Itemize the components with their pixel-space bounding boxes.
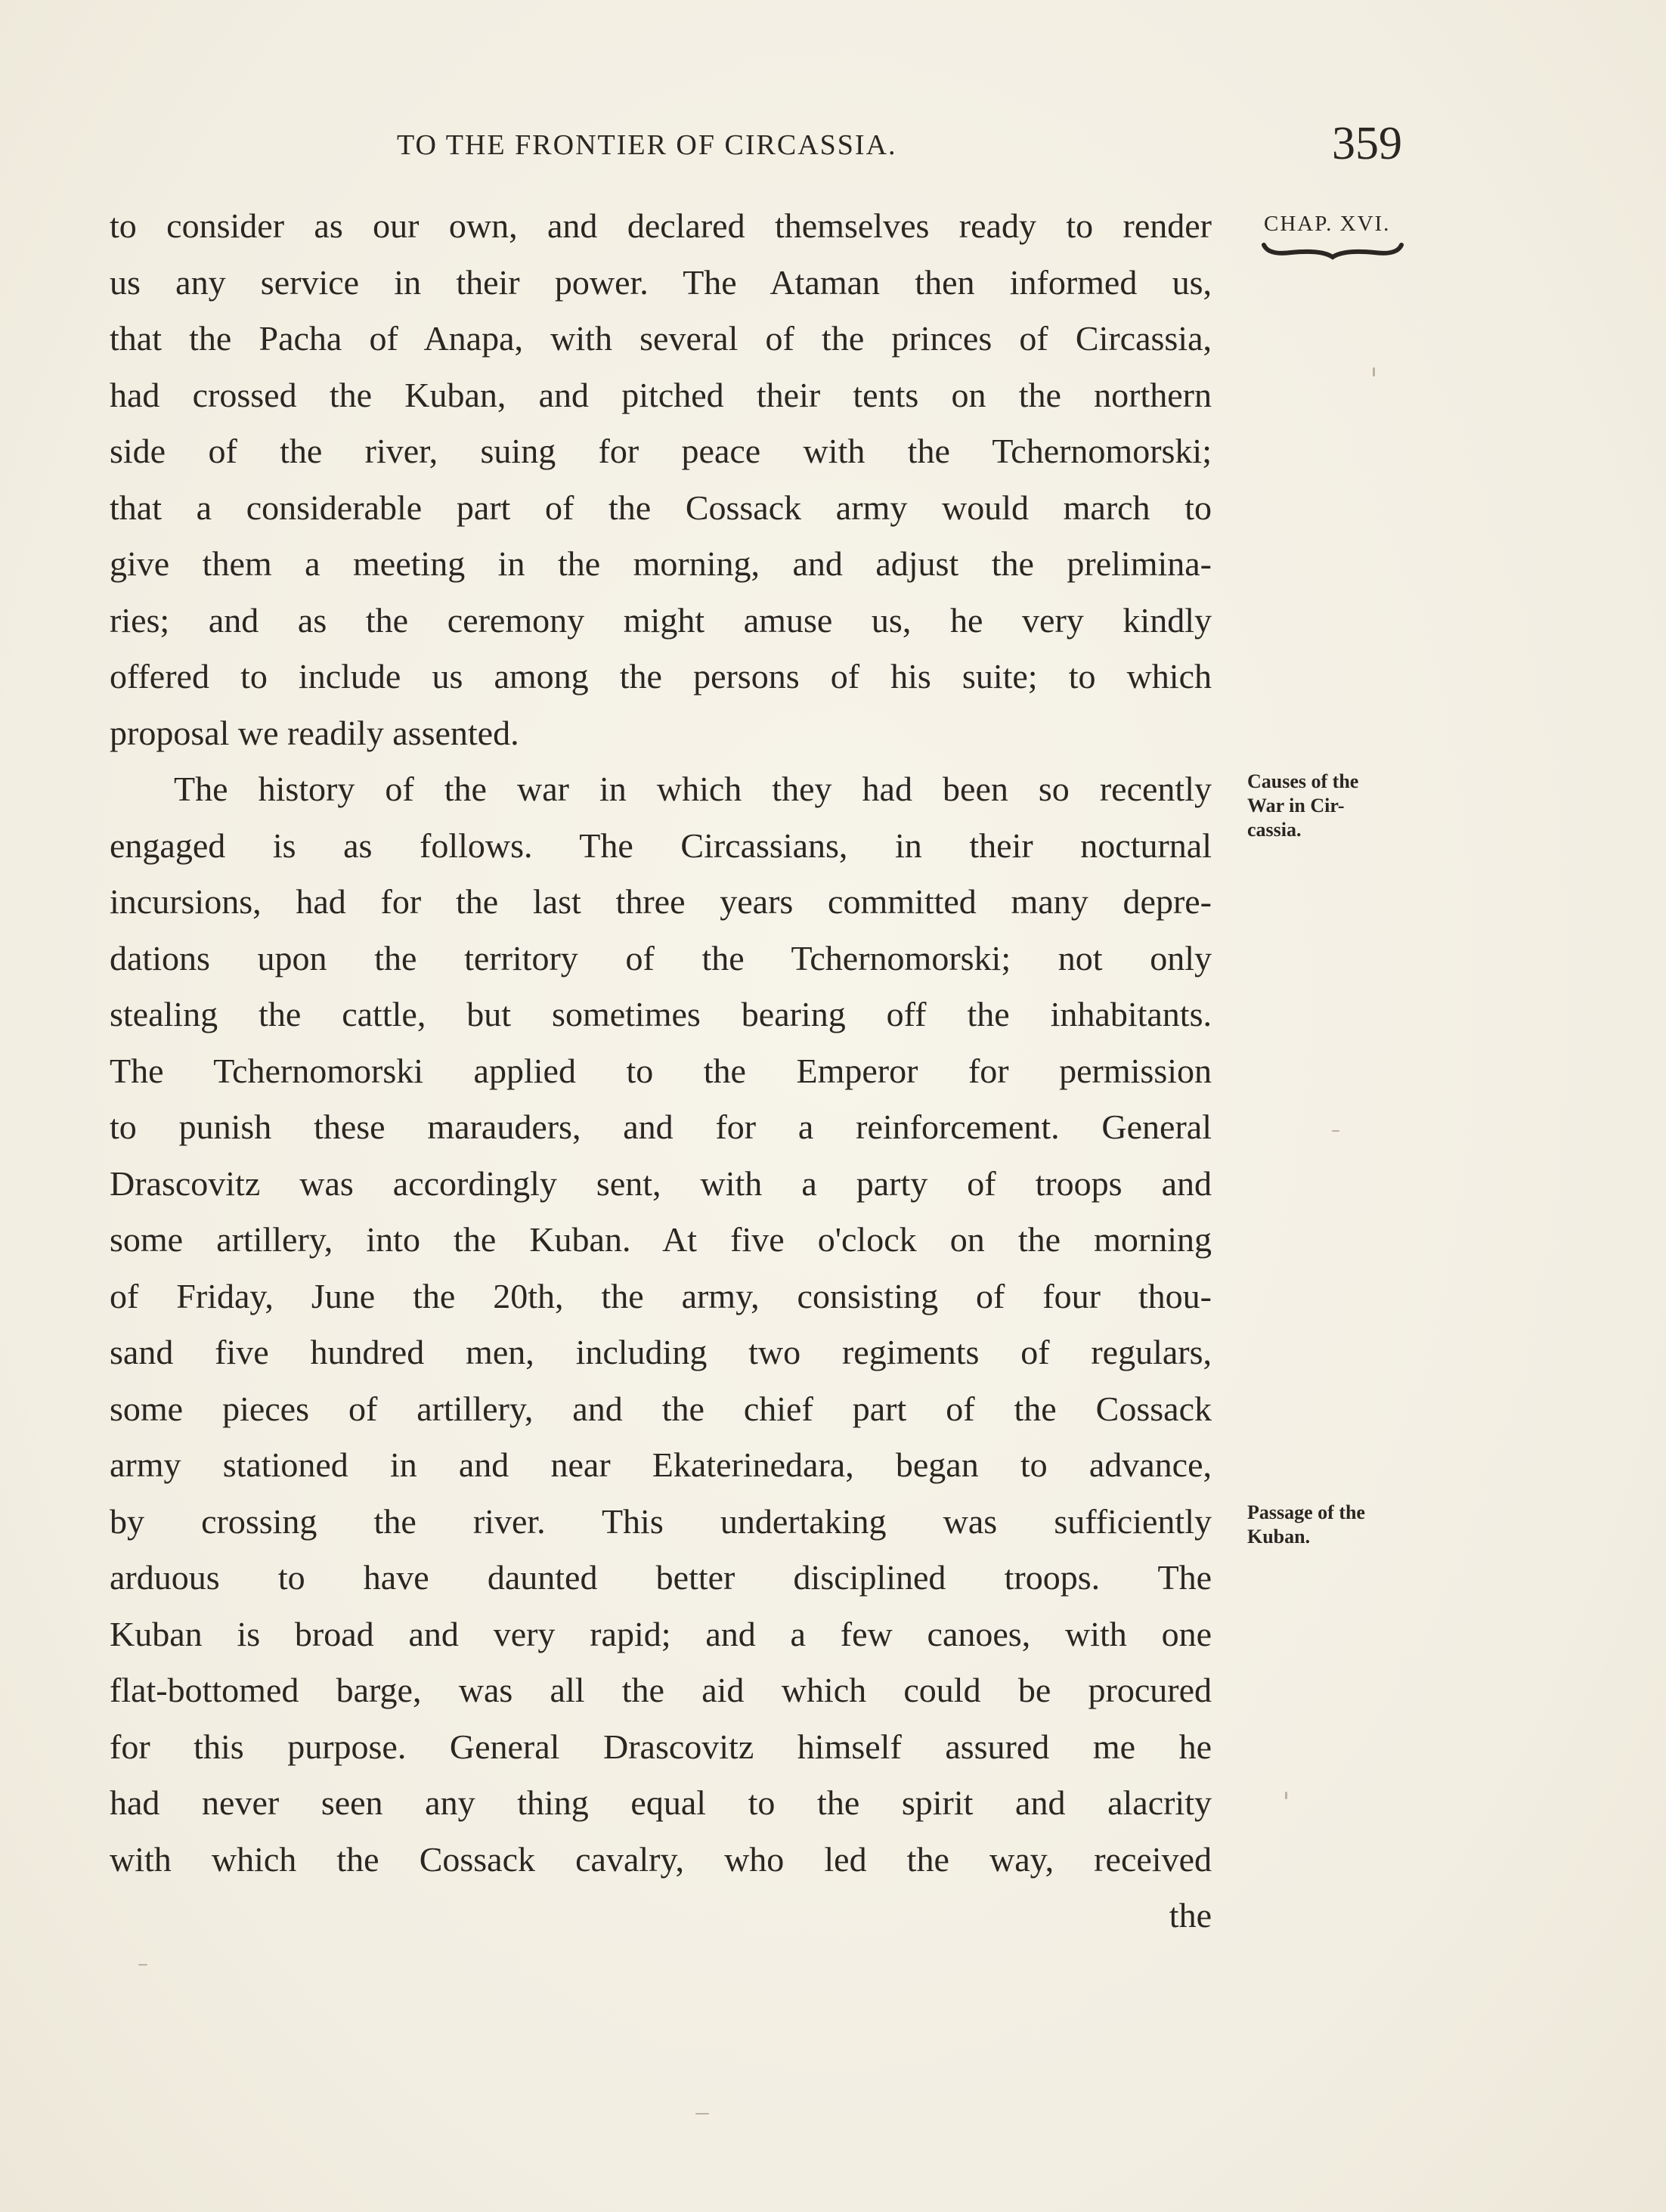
chapter-label: CHAP. XVI. <box>1264 212 1391 236</box>
text-line: The Tchernomorski applied to the Emperor for permission <box>110 1051 1212 1090</box>
text-line: that the Pacha of Anapa, with several of the princes of Circassia, <box>110 319 1212 358</box>
paper-speck <box>138 1964 147 1966</box>
text-line: ries; and as the ceremony might amuse us, he very kindly <box>110 600 1212 640</box>
text-line: Kuban is broad and very rapid; and a few canoes, with one <box>110 1614 1212 1653</box>
text-line: had never seen any thing equal to the spirit and alacrity <box>110 1783 1212 1822</box>
text-line: some pieces of artillery, and the chief part of the Cossack <box>110 1389 1212 1428</box>
text-line: offered to include us among the persons of his suite; to which <box>110 657 1212 696</box>
text-line: proposal we readily assented. <box>110 713 519 752</box>
marginal-note-causes <box>1247 770 1358 842</box>
paper-speck <box>695 2113 709 2114</box>
text-line: army stationed in and near Ekaterinedara, began to advance, <box>110 1445 1212 1484</box>
text-line: The history of the war in which they had been so recently <box>174 770 1212 808</box>
text-line: had crossed the Kuban, and pitched their tents on the northern <box>110 375 1212 414</box>
text-line: dations upon the territory of the Tchernomorski; not only <box>110 938 1212 977</box>
text-line: to consider as our own, and declared themselves ready to render <box>110 206 1212 245</box>
marginal-note-line: cassia. <box>1247 819 1302 841</box>
text-line: by crossing the river. This undertaking was sufficiently <box>110 1501 1212 1541</box>
text-line: some artillery, into the Kuban. At five o'clock on the morning <box>110 1220 1212 1259</box>
marginal-note-line: War in Cir- <box>1247 795 1345 816</box>
text-line: with which the Cossack cavalry, who led the way, received <box>110 1839 1212 1879</box>
marginal-note-line: Kuban. <box>1247 1526 1311 1547</box>
marginal-note-line: Causes of the <box>1247 770 1359 792</box>
paper-speck <box>1332 1130 1339 1132</box>
text-line: arduous to have daunted better disciplined troops. The <box>110 1558 1212 1597</box>
text-line: side of the river, suing for peace with the Tchernomorski; <box>110 432 1212 470</box>
body-text <box>110 198 1212 1944</box>
text-line: flat-bottomed barge, was all the aid which could be procured <box>110 1671 1212 1709</box>
page-number: 359 <box>1332 118 1402 169</box>
chapter-brace-ornament <box>1261 240 1404 262</box>
paper-speck <box>1285 1792 1287 1799</box>
text-line: for this purpose. General Drascovitz himself assured me he <box>110 1727 1212 1766</box>
text-line: incursions, had for the last three years committed many depre- <box>110 882 1212 921</box>
text-line: Drascovitz was accordingly sent, with a party of troops and <box>110 1163 1212 1203</box>
text-line: give them a meeting in the morning, and adjust the prelimina- <box>110 544 1212 583</box>
text-line: of Friday, June the 20th, the army, consisting of four thou- <box>110 1276 1212 1315</box>
text-line: sand five hundred men, including two regiments of regulars, <box>110 1333 1212 1371</box>
catchword: the <box>1169 1896 1212 1935</box>
paper-speck <box>1373 367 1375 376</box>
text-line: stealing the cattle, but sometimes bearing off the inhabitants. <box>110 995 1212 1033</box>
text-line: that a considerable part of the Cossack army would march to <box>110 488 1212 527</box>
running-head: TO THE FRONTIER OF CIRCASSIA. <box>397 129 897 161</box>
marginal-note-line: Passage of the <box>1247 1501 1365 1523</box>
marginal-note-passage <box>1247 1501 1365 1549</box>
text-line: us any service in their power. The Ataman then informed us, <box>110 262 1212 302</box>
text-line: to punish these marauders, and for a reinforcement. General <box>110 1108 1212 1146</box>
text-line: engaged is as follows. The Circassians, in their nocturnal <box>110 826 1212 865</box>
